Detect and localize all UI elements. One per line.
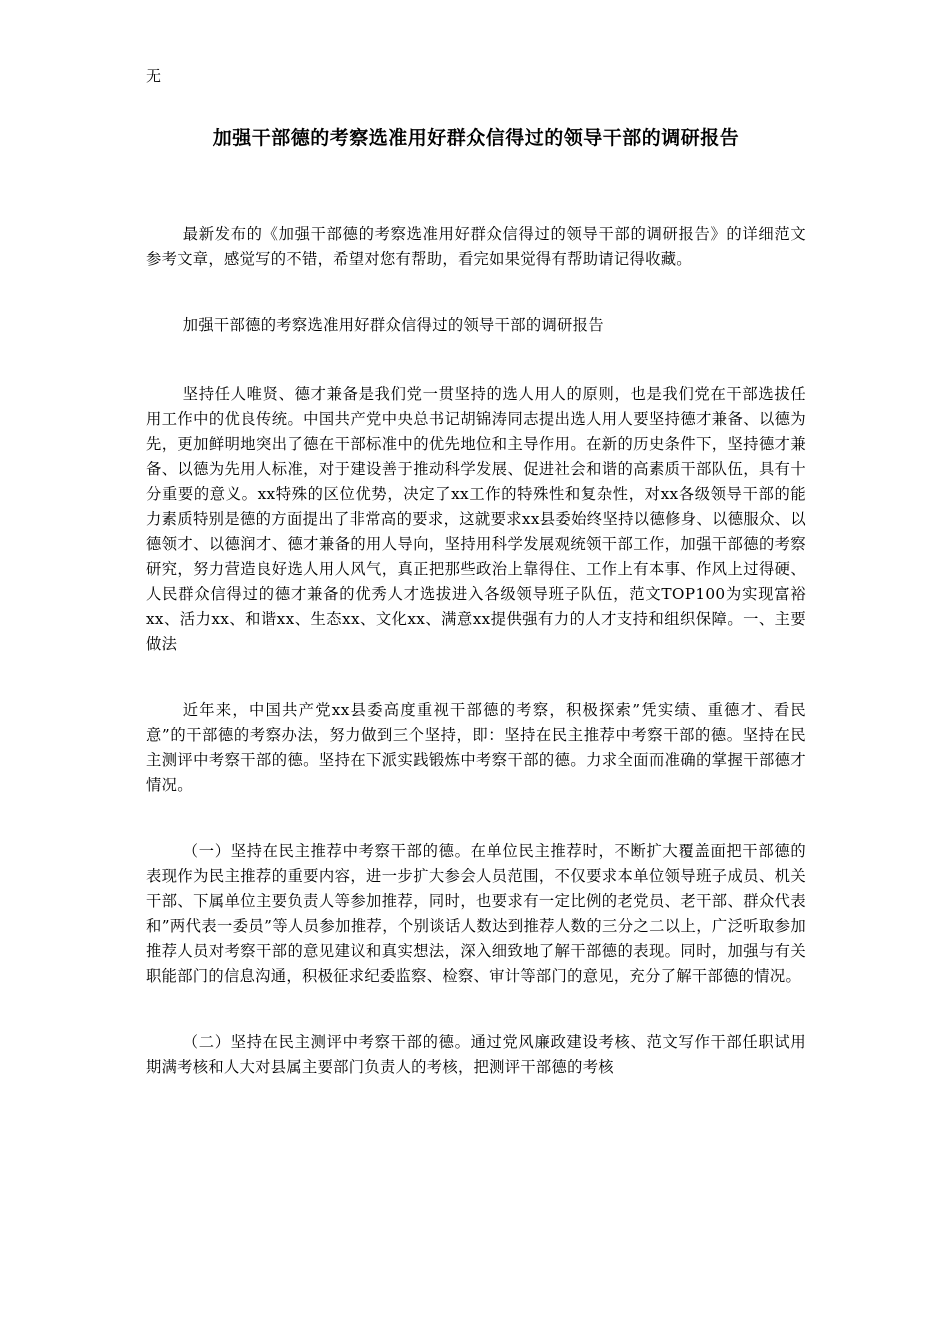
spacer [146, 657, 806, 698]
spacer [146, 798, 806, 839]
spacer [146, 272, 806, 313]
body-paragraph: 近年来，中国共产党xx县委高度重视干部德的考察，积极探索”凭实绩、重德才、看民意”的干部德的考察办法，努力做到三个坚持，即：坚持在民主推荐中考察干部的德。坚持在民主测评中考察干部的德。坚持在下派实践锻炼中考察干部的德。力求全面而准确的掌握干部德才情况。 [146, 701, 806, 794]
document-body [146, 222, 806, 1080]
subtitle-paragraph: 加强干部德的考察选准用好群众信得过的领导干部的调研报告 [182, 316, 604, 334]
body-paragraph: 坚持任人唯贤、德才兼备是我们党一贯坚持的选人用人的原则，也是我们党在干部选拔任用工作中的优良传统。中国共产党中央总书记胡锦涛同志提出选人用人要坚持德才兼备、以德为先，更加鲜明地突出了德在干部标准中的优先地位和主导作用。在新的历史条件下，坚持德才兼备、以德为先用人标准，对于建设善于推动科学发展、促进社会和谐的高素质干部队伍，具有十分重要的意义。xx特殊的区位优势，决定了xx工作的特殊性和复杂性，对xx各级领导干部的能力素质特别是德的方面提出了非常高的要求，这就要求xx县委始终坚持以德修身、以德服众、以德领才、以德润才、德才兼备的用人导向，坚持用科学发展观统领干部工作，加强干部德的考察研究，努力营造良好选人用人风气，真正把那些政治上靠得住、工作上有本事、作风上过得硬、人民群众信得过的德才兼备的优秀人才选拔进入各级领导班子队伍，范文TOP100为实现富裕xx、活力xx、和谐xx、生态xx、文化xx、满意xx提供强有力的人才支持和组织保障。一、主要做法 [146, 385, 806, 653]
document-title: 加强干部德的考察选准用好群众信得过的领导干部的调研报告 [212, 127, 740, 149]
section-2-paragraph: （二）坚持在民主测评中考察干部的德。通过党风廉政建设考核、范文写作干部任职试用期满考核和人大对县属主要部门负责人的考核，把测评干部德的考核 [146, 1033, 806, 1076]
spacer [146, 338, 806, 382]
header-mark: 无 [146, 67, 162, 85]
section-1-paragraph: （一）坚持在民主推荐中考察干部的德。在单位民主推荐时，不断扩大覆盖面把干部德的表现作为民主推荐的重要内容，进一步扩大参会人员范围，不仅要求本单位领导班子成员、机关干部、下属单位主要负责人等参加推荐，同时，也要求有一定比例的老党员、老干部、群众代表和”两代表一委员”等人员参加推荐，个别谈话人数达到推荐人数的三分之二以上，广泛听取参加推荐人员对考察干部的意见建议和真实想法，深入细致地了解干部德的表现。同时，加强与有关职能部门的信息沟通，积极征求纪委监察、检察、审计等部门的意见，充分了解干部德的情况。 [146, 842, 806, 985]
intro-paragraph: 最新发布的《加强干部德的考察选准用好群众信得过的领导干部的调研报告》的详细范文参考文章，感觉写的不错，希望对您有帮助，看完如果觉得有帮助请记得收藏。 [146, 225, 806, 268]
spacer [146, 989, 806, 1030]
